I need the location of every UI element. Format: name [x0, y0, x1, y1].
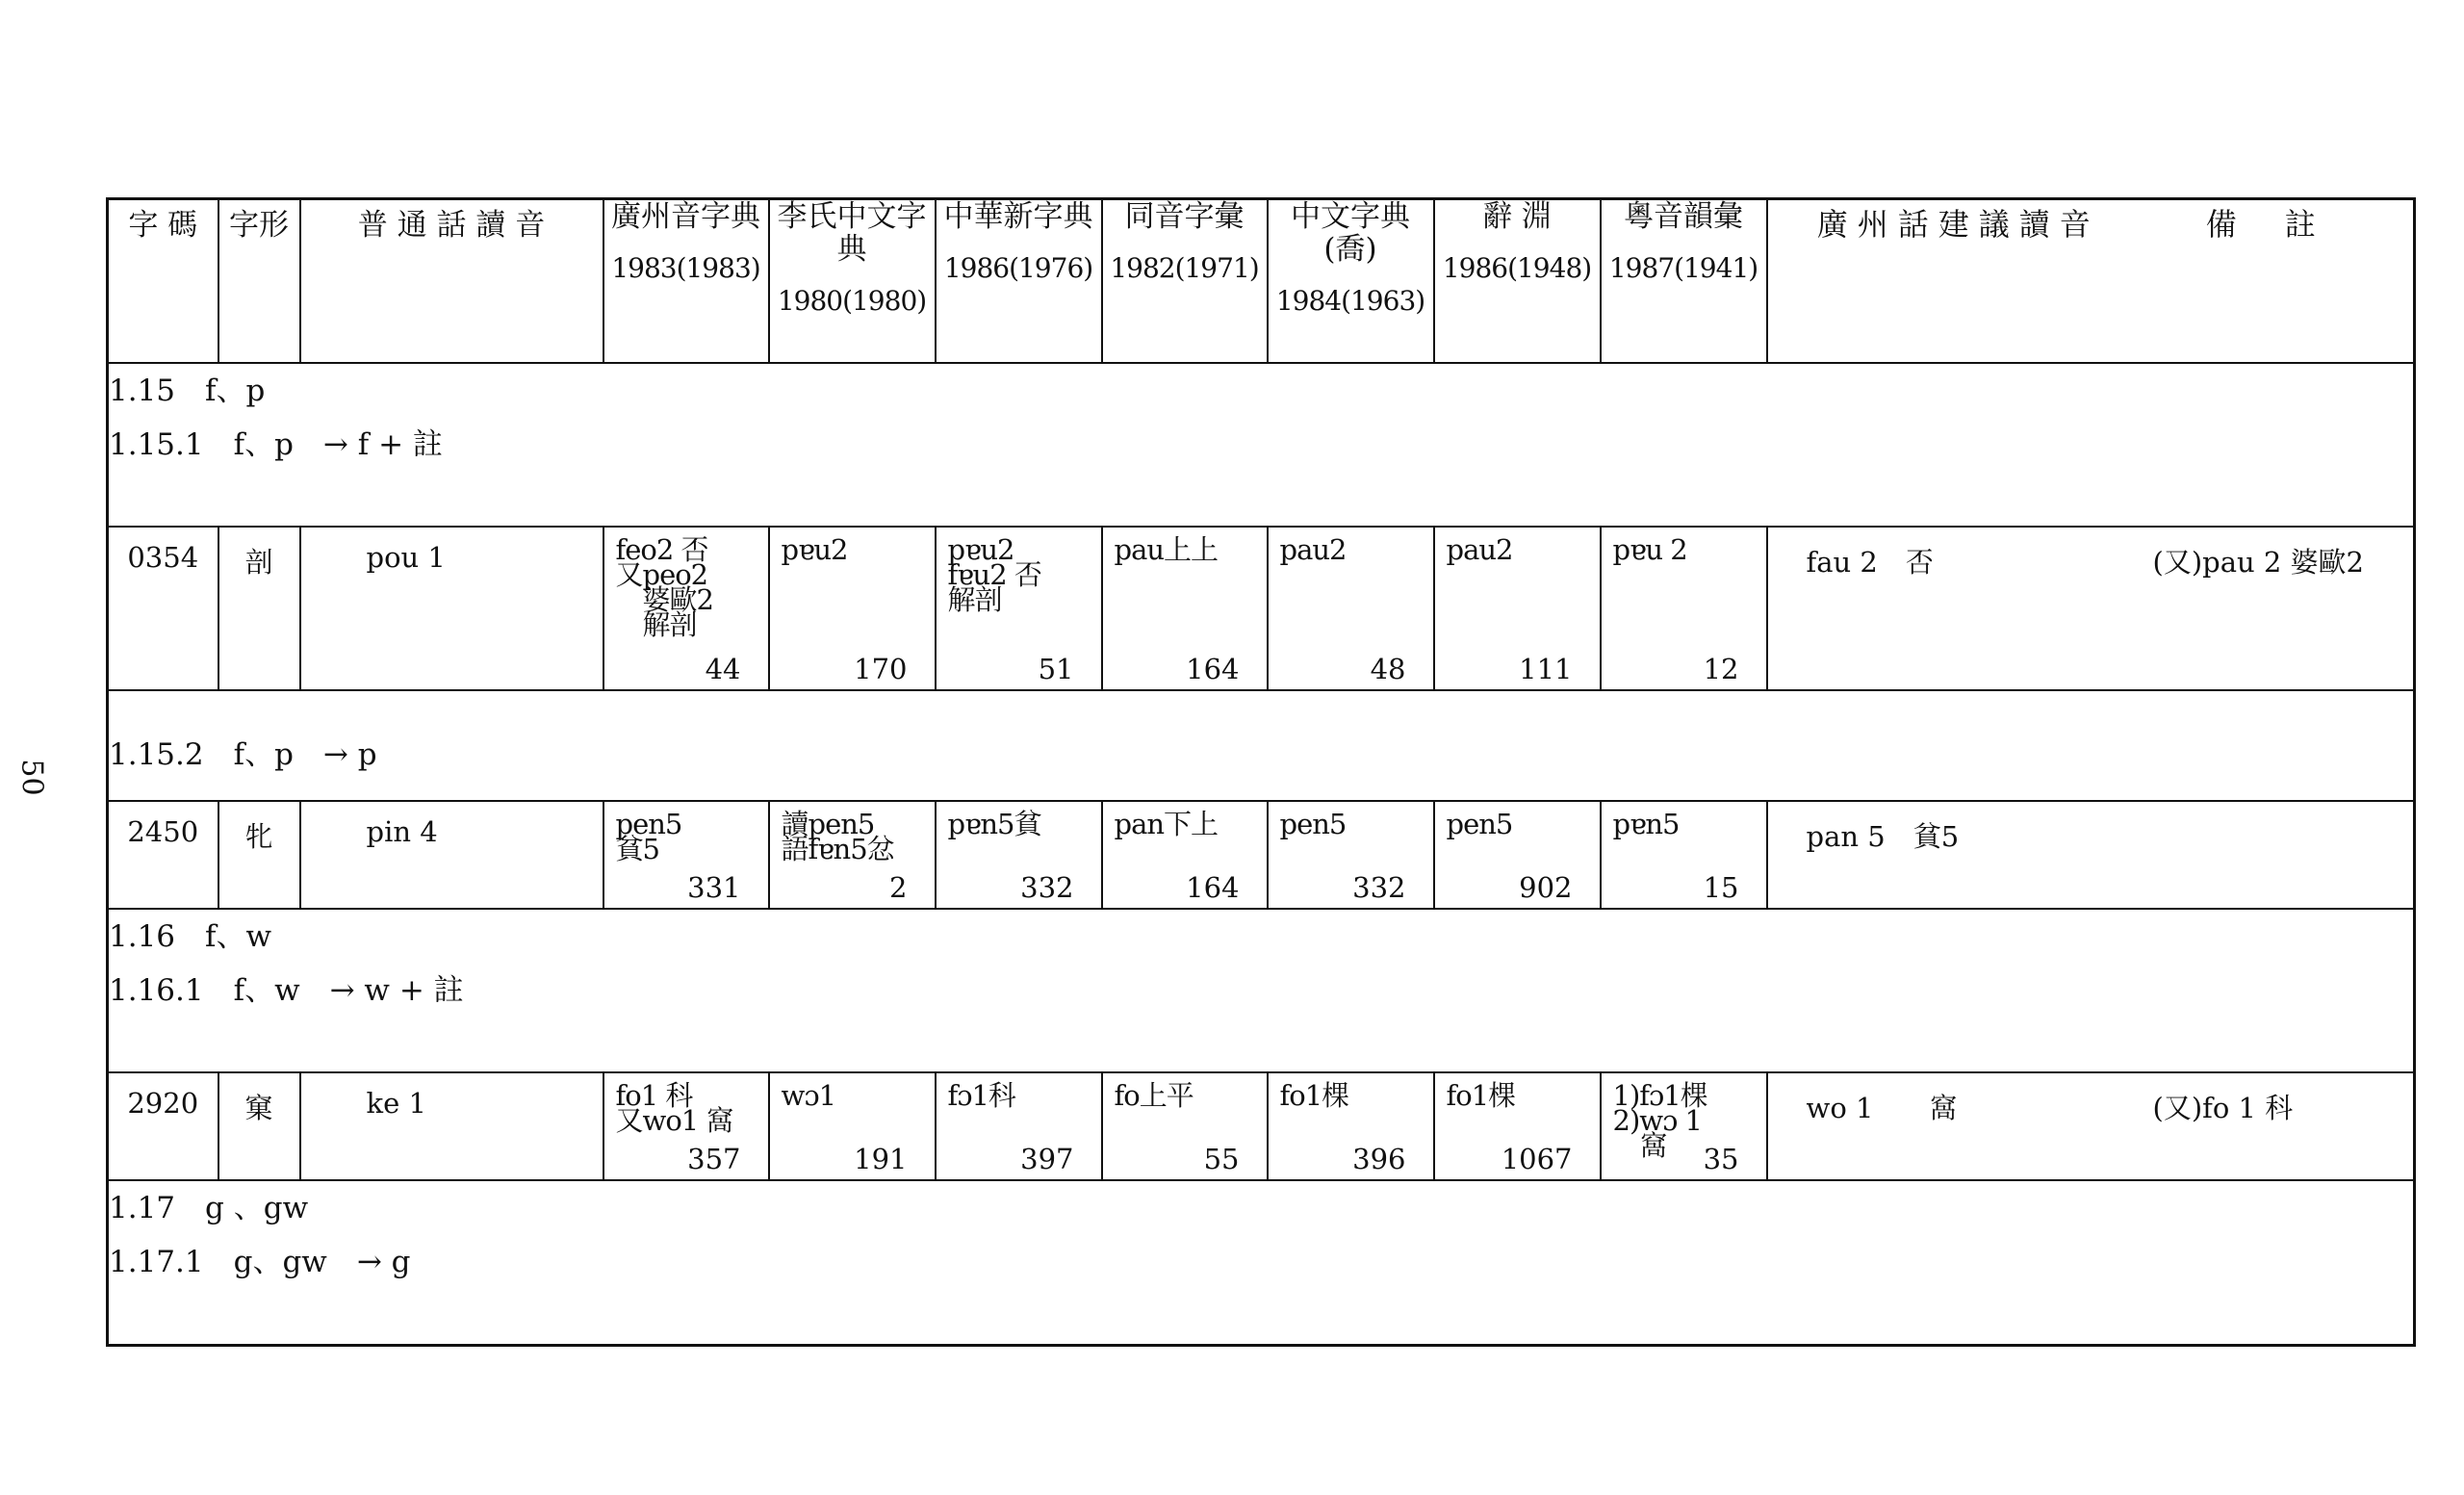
page-number: 50	[14, 759, 49, 796]
source-cell: pɐu2 fɐu2 否 解剖 51	[936, 527, 1102, 690]
header-source: 辭 淵 1986(1948)	[1434, 199, 1601, 363]
source-cell: fo1棵 396	[1268, 1072, 1434, 1180]
source-cell: feo2 否 又peo2 婆歐2 解剖 44	[603, 527, 769, 690]
source-cell: pɐu2 170	[769, 527, 936, 690]
source-cell: pɐn5 15	[1601, 801, 1767, 909]
putonghua-reading: pou 1	[300, 527, 603, 690]
source-cell: fo上平 55	[1102, 1072, 1268, 1180]
suggested-reading: pan 5 貧5	[1767, 801, 2415, 909]
header-source: 李氏中文字典 1980(1980)	[769, 199, 936, 363]
header-source: 廣州音字典 1983(1983)	[603, 199, 769, 363]
section-heading: 1.15 f、p 1.15.1 f、p → f + 註	[108, 363, 2415, 527]
char-form: 牝	[218, 801, 300, 909]
putonghua-reading: ke 1	[300, 1072, 603, 1180]
header-suggested-remarks: 廣州話建議讀音 備註	[1767, 199, 2415, 363]
source-cell: pen5 332	[1268, 801, 1434, 909]
source-cell: 讀pen5 語fɐn5忿 2	[769, 801, 936, 909]
header-source: 中華新字典 1986(1976)	[936, 199, 1102, 363]
char-code: 2450	[108, 801, 218, 909]
section-row	[108, 909, 2415, 1072]
source-cell: 1)fɔ1棵 2)wɔ 1 窩 35	[1601, 1072, 1767, 1180]
char-code: 0354	[108, 527, 218, 690]
source-cell: fɔ1科 397	[936, 1072, 1102, 1180]
source-cell: pan下上 164	[1102, 801, 1268, 909]
header-source: 同音字彙 1982(1971)	[1102, 199, 1268, 363]
header-source: 中文字典(喬) 1984(1963)	[1268, 199, 1434, 363]
remark: (又)fo 1 科	[2152, 1091, 2294, 1124]
header-row	[108, 199, 2415, 363]
header-putonghua: 普 通 話 讀 音	[300, 199, 603, 363]
source-cell: pau上上 164	[1102, 527, 1268, 690]
suggested-reading: fau 2 否 (又)pau 2 婆歐2	[1767, 527, 2415, 690]
source-cell: fo1棵 1067	[1434, 1072, 1601, 1180]
source-cell: pɐu 2 12	[1601, 527, 1767, 690]
source-cell: fo1 科 又wo1 窩 357	[603, 1072, 769, 1180]
source-cell: pɐn5貧 332	[936, 801, 1102, 909]
source-cell: pen5 貧5 331	[603, 801, 769, 909]
header-source: 粵音韻彙 1987(1941)	[1601, 199, 1767, 363]
section-row	[108, 690, 2415, 801]
section-heading: 1.17 g 、gw 1.17.1 g、gw → g	[108, 1180, 2415, 1346]
putonghua-reading: pin 4	[300, 801, 603, 909]
section-heading: 1.15.2 f、p → p	[108, 690, 2415, 801]
char-code: 2920	[108, 1072, 218, 1180]
source-cell: pau2 111	[1434, 527, 1601, 690]
suggested-reading: wo 1 窩 (又)fo 1 科	[1767, 1072, 2415, 1180]
char-form: 窠	[218, 1072, 300, 1180]
section-row	[108, 1180, 2415, 1346]
table-row	[108, 527, 2415, 690]
char-form: 剖	[218, 527, 300, 690]
remark: (又)pau 2 婆歐2	[2152, 545, 2364, 579]
header-code: 字 碼	[108, 199, 218, 363]
table-row	[108, 801, 2415, 909]
source-cell: pen5 902	[1434, 801, 1601, 909]
table-row	[108, 1072, 2415, 1180]
section-heading: 1.16 f、w 1.16.1 f、w → w + 註	[108, 909, 2415, 1072]
source-cell: wɔ1 191	[769, 1072, 936, 1180]
source-cell: pau2 48	[1268, 527, 1434, 690]
header-form: 字形	[218, 199, 300, 363]
section-row	[108, 363, 2415, 527]
pronunciation-table	[106, 197, 2416, 1347]
